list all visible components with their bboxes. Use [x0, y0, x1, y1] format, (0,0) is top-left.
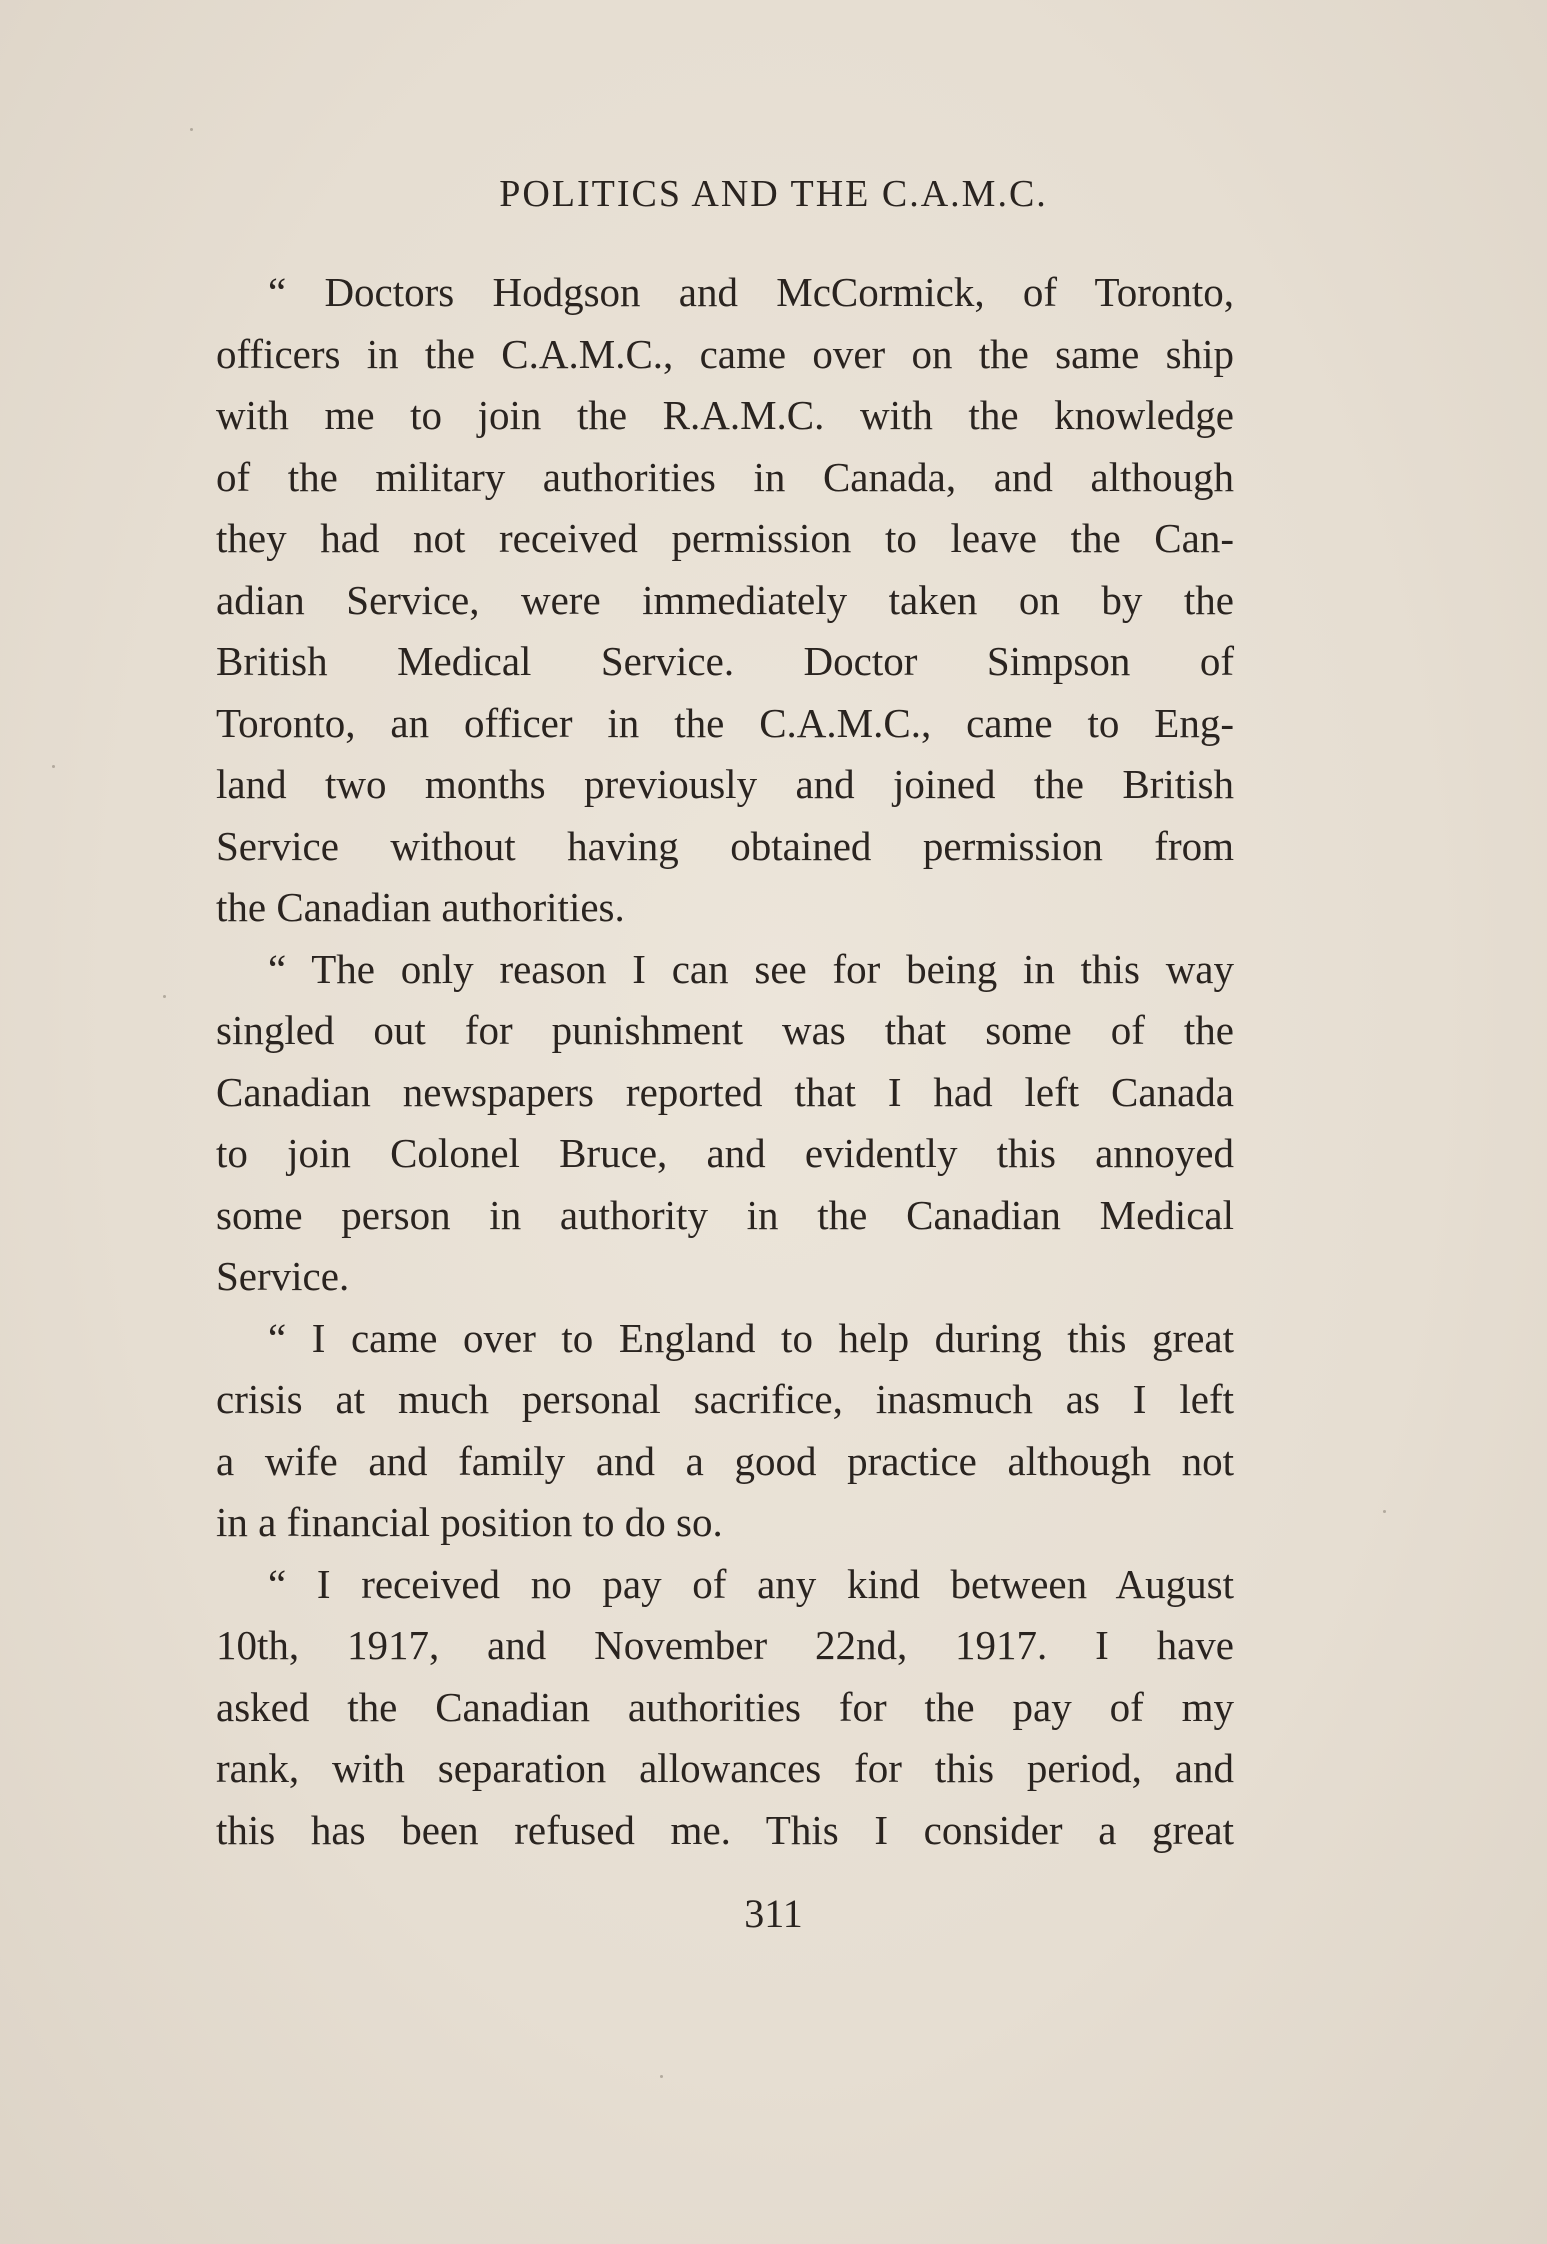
text-line: some person in authority in the Canadian Medical	[216, 1191, 1234, 1238]
running-head: POLITICS AND THE C.A.M.C.	[499, 173, 1048, 215]
paragraph-2	[216, 939, 1234, 1308]
text-line: “ I came over to England to help during this great	[268, 1314, 1234, 1361]
body-text	[216, 262, 1234, 1861]
text-line: the Canadian authorities.	[216, 884, 625, 930]
paper-speck	[52, 765, 55, 768]
text-line: Toronto, an officer in the C.A.M.C., came to Eng-	[216, 699, 1234, 746]
text-line: British Medical Service. Doctor Simpson of	[216, 638, 1234, 684]
text-line: this has been refused me. This I consider a great	[216, 1806, 1234, 1853]
paragraph-3	[216, 1308, 1234, 1554]
text-line: a wife and family and a good practice although not	[216, 1437, 1234, 1484]
paper-speck	[190, 128, 193, 131]
text-line: “ Doctors Hodgson and McCormick, of Toronto,	[268, 269, 1234, 315]
text-line: they had not received permission to leave the Can-	[216, 515, 1234, 561]
text-line: adian Service, were immediately taken on by the	[216, 576, 1234, 623]
text-line: officers in the C.A.M.C., came over on the same ship	[216, 330, 1234, 377]
text-line: Service.	[216, 1253, 350, 1299]
paper-speck	[1383, 1510, 1386, 1513]
text-line: “ I received no pay of any kind between August	[268, 1560, 1234, 1607]
text-line: singled out for punishment was that some of the	[216, 1007, 1234, 1053]
text-line: 10th, 1917, and November 22nd, 1917. I have	[216, 1622, 1234, 1668]
text-line: Service without having obtained permission from	[216, 822, 1234, 869]
text-line: to join Colonel Bruce, and evidently this annoyed	[216, 1130, 1234, 1176]
page-number: 311	[744, 1891, 803, 1936]
text-line: “ The only reason I can see for being in this way	[268, 945, 1234, 992]
paper-speck	[660, 2075, 663, 2078]
text-line: of the military authorities in Canada, and although	[216, 453, 1234, 500]
text-line: rank, with separation allowances for this period, and	[216, 1745, 1234, 1791]
text-line: crisis at much personal sacrifice, inasmuch as I left	[216, 1376, 1234, 1422]
paragraph-1	[216, 262, 1234, 939]
paragraph-4	[216, 1554, 1234, 1862]
text-line: asked the Canadian authorities for the pay of my	[216, 1683, 1234, 1730]
text-line: with me to join the R.A.M.C. with the knowledge	[216, 392, 1234, 438]
text-line: land two months previously and joined the British	[216, 761, 1234, 807]
text-line: in a financial position to do so.	[216, 1499, 723, 1545]
text-line: Canadian newspapers reported that I had left Canada	[216, 1068, 1234, 1115]
paper-speck	[163, 995, 166, 998]
